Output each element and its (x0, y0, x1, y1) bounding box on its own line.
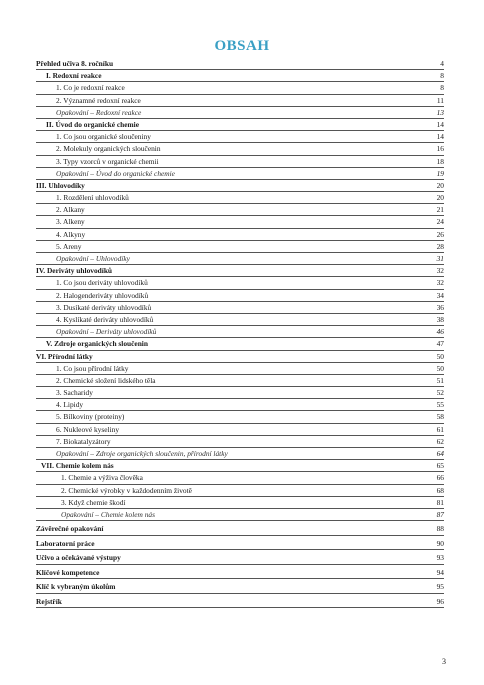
toc-entry (36, 411, 444, 423)
toc-entry-page: 28 (436, 241, 444, 251)
toc-entry-label: 2. Alkany (56, 205, 85, 215)
toc-entry-label: IV. Deriváty uhlovodíků (36, 266, 113, 276)
toc-entry (36, 131, 444, 143)
toc-entry-page: 14 (436, 132, 444, 142)
toc-entry (36, 180, 444, 192)
toc-entry-label: 5. Bílkoviny (proteiny) (56, 412, 125, 422)
toc-entry (36, 229, 444, 241)
toc-entry-page: 14 (436, 119, 444, 129)
toc-entry (36, 253, 444, 265)
toc-entry (36, 351, 444, 363)
toc-entry-label: 3. Dusíkaté deriváty uhlovodíků (56, 302, 152, 312)
toc-entry (36, 581, 444, 593)
toc-entry (36, 424, 444, 436)
toc-entry-page: 88 (436, 524, 444, 534)
toc-entry-page: 66 (436, 473, 444, 483)
toc-entry-page: 19 (436, 168, 444, 178)
toc-entry-label: 2. Halogenderiváty uhlovodíků (56, 290, 149, 300)
toc-entry-label: II. Úvod do organické chemie (46, 119, 139, 129)
toc-entry-page: 87 (436, 509, 444, 519)
toc-entry-label: Opakování – Zdroje organických sloučenin, přírodní látky (56, 449, 228, 458)
toc-entry (36, 338, 444, 350)
toc-entry-label: 1. Co jsou organické sloučeniny (56, 132, 151, 142)
toc-entry-label: VI. Přírodní látky (36, 351, 93, 361)
toc-entry-label: 3. Alkeny (56, 217, 85, 227)
toc-entry (36, 387, 444, 399)
toc-entry-label: Opakování – Úvod do organické chemie (56, 168, 175, 178)
toc-entry-label: 2. Významné redoxní reakce (56, 95, 141, 105)
toc-entry-page: 93 (436, 553, 444, 563)
toc-entry-label: Klíč k vybraným úkolům (36, 582, 116, 592)
toc-entry (36, 460, 444, 472)
toc-entry (36, 156, 444, 168)
toc-entry-page: 94 (436, 567, 444, 577)
toc-entry-page: 61 (436, 424, 444, 434)
toc-entry (36, 107, 444, 119)
toc-entry-label: Opakování – Deriváty uhlovodíků (56, 327, 157, 337)
table-of-contents (36, 58, 444, 608)
toc-entry-label: 1. Co jsou přírodní látky (56, 363, 129, 373)
toc-entry-label: Závěrečné opakování (36, 524, 104, 534)
toc-entry-page: 21 (436, 205, 444, 215)
toc-entry-page: 50 (436, 351, 444, 361)
toc-entry-label: 1. Chemie a výživa člověka (61, 473, 143, 483)
toc-entry-page: 55 (436, 400, 444, 410)
toc-entry-label: III. Uhlovodíky (36, 180, 85, 190)
toc-entry-page: 47 (436, 339, 444, 349)
toc-entry-page: 4 (440, 59, 444, 68)
toc-entry (36, 290, 444, 302)
toc-entry (36, 204, 444, 216)
toc-entry-page: 8 (440, 83, 444, 93)
toc-entry (36, 552, 444, 564)
toc-entry-label: Klíčové kompetence (36, 567, 100, 577)
toc-entry (36, 497, 444, 509)
toc-entry (36, 472, 444, 484)
toc-entry (36, 314, 444, 326)
toc-entry-label: 4. Alkyny (56, 229, 86, 239)
toc-entry-page: 65 (436, 461, 444, 471)
toc-entry-page: 95 (436, 582, 444, 592)
toc-entry-label: 1. Co je redoxní reakce (56, 83, 125, 93)
page-number: 3 (442, 657, 446, 666)
toc-entry-label: 3. Typy vzorců v organické chemii (56, 156, 159, 166)
toc-entry-page: 20 (436, 180, 444, 190)
toc-entry-label: 3. Sacharidy (56, 388, 93, 398)
toc-entry-label: Učivo a očekávané výstupy (36, 553, 121, 563)
toc-entry-page: 8 (440, 71, 444, 81)
toc-entry (36, 375, 444, 387)
toc-entry-page: 52 (436, 388, 444, 398)
toc-entry-label: 3. Když chemie škodí (61, 497, 126, 507)
toc-entry-page: 34 (436, 290, 444, 300)
toc-entry (36, 216, 444, 228)
toc-entry-page: 81 (436, 497, 444, 507)
toc-entry-label: 4. Kyslíkaté deriváty uhlovodíků (56, 314, 154, 324)
toc-entry-page: 64 (436, 449, 444, 458)
toc-entry (36, 436, 444, 448)
toc-entry-page: 96 (436, 596, 444, 606)
toc-entry (36, 509, 444, 521)
toc-entry-label: 7. Biokatalyzátory (56, 436, 111, 446)
toc-entry-page: 58 (436, 412, 444, 422)
toc-entry-label: 2. Molekuly organických sloučenin (56, 144, 161, 154)
toc-entry-label: Přehled učiva 8. ročníku (36, 59, 114, 68)
toc-entry (36, 70, 444, 82)
toc-entry (36, 58, 444, 70)
toc-entry-page: 62 (436, 436, 444, 446)
toc-entry (36, 302, 444, 314)
toc-entry-page: 13 (436, 107, 444, 117)
toc-entry (36, 241, 444, 253)
toc-entry-page: 18 (436, 156, 444, 166)
toc-entry (36, 143, 444, 155)
toc-entry-label: Opakování – Redoxní reakce (56, 107, 142, 117)
toc-entry-label: Opakování – Uhlovodíky (56, 254, 130, 263)
toc-entry-label: 5. Areny (56, 241, 82, 251)
toc-entry-page: 24 (436, 217, 444, 227)
toc-entry-page: 20 (436, 193, 444, 203)
toc-entry-page: 26 (436, 229, 444, 239)
toc-entry-page: 51 (436, 375, 444, 385)
toc-entry-label: Opakování – Chemie kolem nás (61, 509, 156, 519)
toc-entry-page: 68 (436, 485, 444, 495)
toc-entry-label: 4. Lipidy (56, 400, 84, 410)
toc-entry-label: 6. Nukleové kyseliny (56, 424, 120, 434)
toc-entry-page: 50 (436, 363, 444, 373)
toc-entry (36, 265, 444, 277)
toc-entry-page: 32 (436, 278, 444, 288)
toc-entry-page: 16 (436, 144, 444, 154)
toc-entry-page: 31 (436, 254, 444, 263)
toc-entry (36, 399, 444, 411)
toc-entry (36, 326, 444, 338)
toc-entry (36, 596, 444, 608)
toc-entry-page: 32 (436, 266, 444, 276)
toc-entry-label: Laboratorní práce (36, 538, 95, 548)
page-title: OBSAH (214, 38, 270, 54)
toc-entry (36, 538, 444, 550)
toc-entry-page: 46 (436, 327, 444, 337)
toc-entry-label: 1. Co jsou deriváty uhlovodíků (56, 278, 148, 288)
toc-entry-label: V. Zdroje organických sloučenin (46, 339, 148, 349)
toc-entry-page: 36 (436, 302, 444, 312)
toc-entry-label: 2. Chemické složení lidského těla (56, 375, 156, 385)
toc-entry-label: I. Redoxní reakce (46, 71, 102, 81)
toc-entry-page: 11 (436, 95, 444, 105)
toc-entry-label: VII. Chemie kolem nás (41, 461, 114, 471)
toc-entry (36, 119, 444, 131)
toc-entry (36, 567, 444, 579)
toc-entry (36, 95, 444, 107)
toc-entry (36, 192, 444, 204)
toc-entry-label: 1. Rozdělení uhlovodíků (56, 193, 129, 203)
toc-entry-label: 2. Chemické výrobky v každodenním životě (61, 485, 192, 495)
toc-entry-label: Rejstřík (36, 596, 62, 606)
toc-entry (36, 523, 444, 535)
toc-entry-page: 90 (436, 538, 444, 548)
toc-entry (36, 485, 444, 497)
toc-entry (36, 168, 444, 180)
toc-entry-page: 38 (436, 314, 444, 324)
toc-entry (36, 277, 444, 289)
toc-entry (36, 363, 444, 375)
toc-entry (36, 448, 444, 460)
toc-entry (36, 82, 444, 94)
